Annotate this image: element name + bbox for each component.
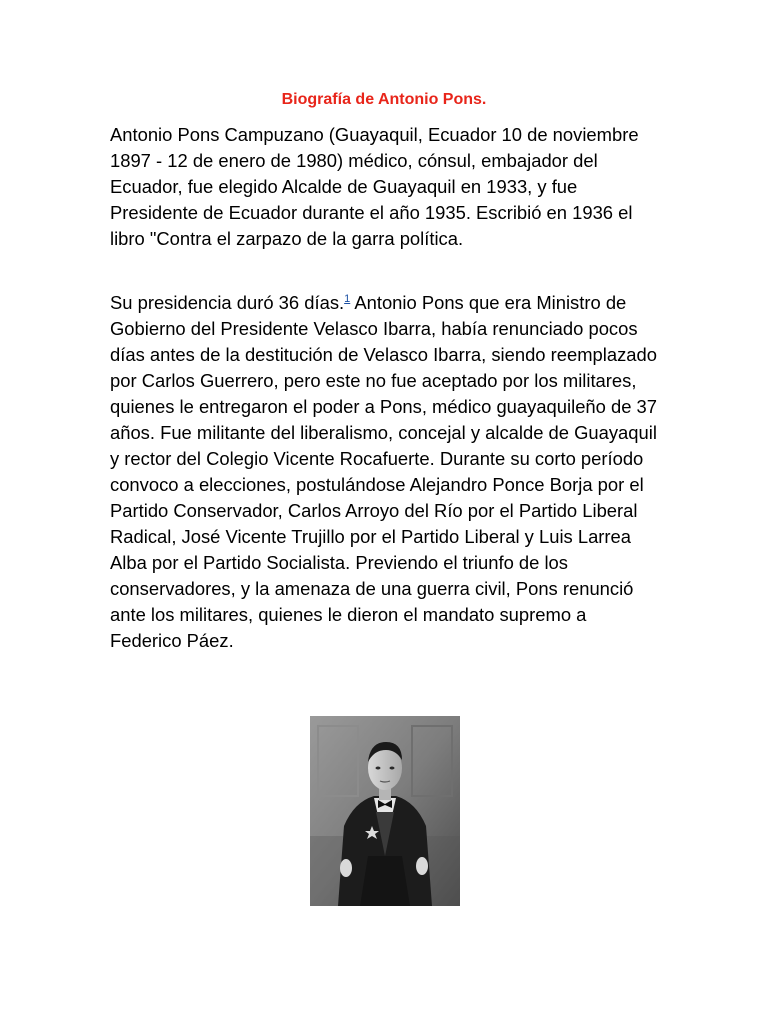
paragraph-presidency-start: Su presidencia duró 36 días. bbox=[110, 292, 345, 313]
footnote-reference-link[interactable]: 1 bbox=[344, 293, 351, 305]
paragraph-presidency bbox=[110, 290, 658, 654]
portrait-illustration bbox=[310, 716, 460, 906]
paragraph-intro: Antonio Pons Campuzano (Guayaquil, Ecuador 10 de noviembre 1897 - 12 de enero de 1980) médico, cónsul, embajador del Ecuador, fue elegido Alcalde de Guayaquil en 1933, y fue Presidente de Ecuador durante el año 1935. Escribió en 1936 el libro "Contra el zarpazo de la garra política. bbox=[110, 124, 639, 249]
paragraph-presidency-rest: Antonio Pons que era Ministro de Gobierno del Presidente Velasco Ibarra, había renunciado pocos días antes de la destitución de Velasco Ibarra, siendo reemplazado por Carlos Guerrero, pero este no fue aceptado por los militares, quienes le entregaron el poder a Pons, médico guayaquileño de 37 años. Fue militante del liberalismo, concejal y alcalde de Guayaquil y rector del Colegio Vicente Rocafuerte. Durante su corto período convoco a elecciones, postulándose Alejandro Ponce Borja por el Partido Conservador, Carlos Arroyo del Río por el Partido Liberal Radical, José Vicente Trujillo por el Partido Liberal y Luis Larrea Alba por el Partido Socialista. Previendo el triunfo de los conservadores, y la amenaza de una guerra civil, Pons renunció ante los militares, quienes le dieron el mandato supremo a Federico Páez. bbox=[110, 292, 658, 651]
portrait-photo bbox=[310, 716, 460, 906]
document-title: Biografía de Antonio Pons. bbox=[281, 91, 487, 108]
